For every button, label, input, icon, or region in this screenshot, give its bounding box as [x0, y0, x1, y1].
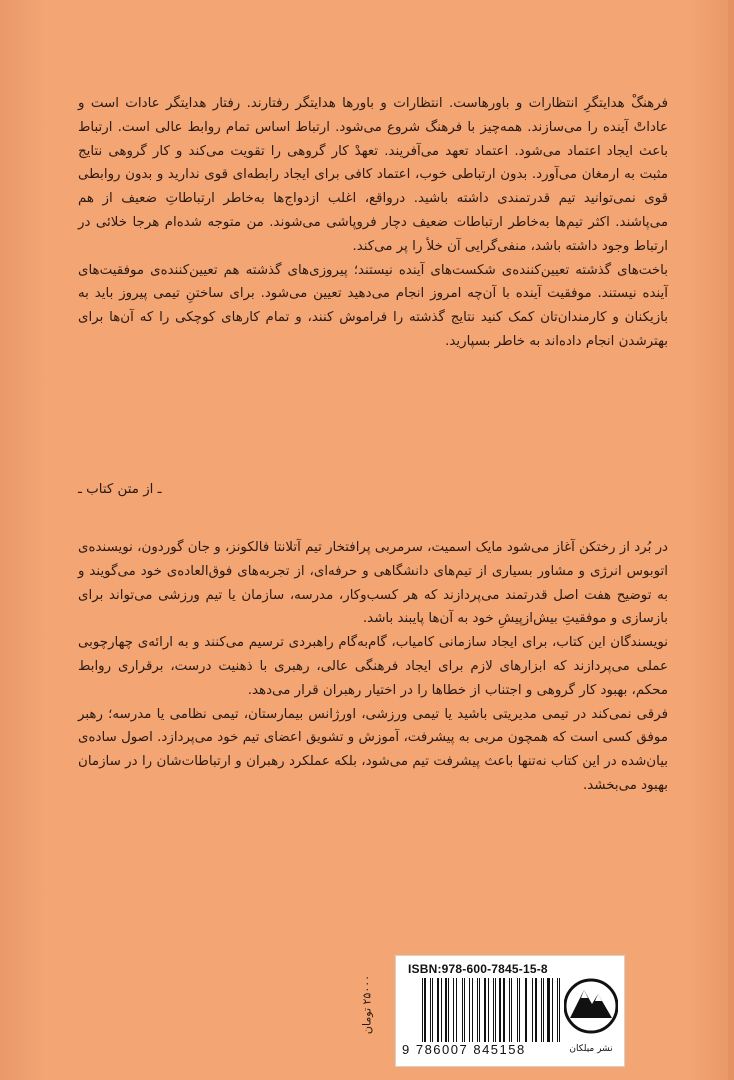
barcode-bar — [535, 978, 536, 1042]
barcode-bar — [509, 978, 510, 1042]
barcode-bar — [546, 978, 547, 1042]
barcode-bar — [541, 978, 542, 1042]
excerpt-paragraph-2: باخت‌های گذشته تعیین‌کننده‌ی شکست‌های آینده نیستند؛ پیروزی‌های گذشته هم تعیین‌کننده‌ی موفقیت‌های آینده نیستند. موفقیت آینده با آن‌چه امروز انجام می‌دهید تعیین می‌شود. برای ساختنِ تیمی پیروز باید به بازیکنان و کارمندان‌تان کمک کنید نتایج گذشته را فراموش کنند، و تمام کارهای کوچکی را که آن‌ها برای بهترشدن انجام داده‌اند به خاطر بسپارید. — [78, 262, 668, 349]
barcode-bar — [464, 978, 465, 1042]
publisher-name: نشر میلکان — [569, 1044, 613, 1054]
barcode-digits: 9 786007 845158 — [402, 1042, 526, 1057]
barcode-bar — [467, 978, 468, 1042]
barcode-bar — [547, 978, 549, 1042]
barcode-bar — [479, 978, 480, 1042]
barcode-bar — [462, 978, 463, 1042]
barcode-bar — [506, 978, 507, 1042]
barcode-bar — [420, 978, 421, 1042]
barcode-bar — [557, 978, 558, 1042]
barcode-bar — [514, 978, 515, 1042]
barcode-bar — [458, 978, 460, 1042]
barcode-bar — [443, 978, 444, 1042]
barcode-bar — [495, 978, 496, 1042]
barcode-bar — [490, 978, 491, 1042]
excerpt-source: ـ از متن کتاب ـ — [78, 482, 162, 497]
description-paragraph-3: فرقی نمی‌کند در تیمی مدیریتی باشید یا تیمی ورزشی، اورژانس بیمارستان، تیمی نظامی یا مدرسه؛ رهبر موفق کسی است که همچون مربی به پیشرفت، آموزش و تشویق اعضای تیم خود می‌پردازد. اصول ساده‌ی بیان‌شده در این کتاب نه‌تنها باعث پیشرفت تیم می‌شود، بلکه عملکرد رهبران و ارتباطات‌شان را در سازمان بهبود می‌بخشد. — [78, 706, 668, 793]
barcode-bar — [525, 978, 526, 1042]
barcode-bar — [437, 978, 439, 1042]
barcode-bar — [427, 978, 428, 1042]
description-paragraph-2: نویسندگان این کتاب، برای ایجاد سازمانی کامیاب، گام‌به‌گام راهبردی ترسیم می‌کنند و به ارائه‌ی چهارچوبی عملی می‌پردازند که ابزارهای لازم برای ایجاد فرهنگی عالی، رهبری با ذهنیت درست، برقراری روابط محکم، بهبود کار گروهی و اجتناب از خطاها را در اختیار رهبران قرار می‌دهد. — [78, 635, 668, 698]
barcode-bar — [451, 978, 452, 1042]
barcode-bar — [526, 978, 527, 1042]
description-block — [78, 536, 668, 798]
barcode-bar — [474, 978, 475, 1042]
barcode-image — [418, 978, 560, 1042]
price-text: ۲۵۰۰۰ تومان — [360, 974, 374, 1035]
barcode-bar — [559, 978, 560, 1042]
barcode-bar — [554, 978, 555, 1042]
barcode-bar — [543, 978, 544, 1042]
barcode-bar — [511, 978, 512, 1042]
barcode-bar — [445, 978, 446, 1042]
barcode-bar — [453, 978, 454, 1042]
barcode-bar — [424, 978, 425, 1042]
barcode-bar — [484, 978, 486, 1042]
barcode-bar — [435, 978, 436, 1042]
price-label — [352, 958, 382, 1068]
barcode-bar — [472, 978, 473, 1042]
description-paragraph-1: در بُرد از رختکن آغاز می‌شود مایک اسمیت، سرمربی پرافتخار تیم آتلانتا فالکونز، و جان گوردون، نویسنده‌ی اتوبوس انرژی و مشاور بسیاری از تیم‌های دانشگاهی و حرفه‌ای، از تجربه‌های فوق‌العاده‌ی خود می‌گویند و به توضیح هفت اصل قدرتمند می‌پردازند که هر کسب‌وکار، مدرسه، سازمان یا تیم ورزشی می‌تواند برای بازسازی و موفقیتِ بیش‌ازپیشِ خود به آن‌ها پایبند باشد. — [78, 540, 668, 627]
barcode-bar — [499, 978, 500, 1042]
excerpt-paragraph-1: فرهنگْ هدایتگرِ انتظارات و باورهاست. انتظارات و باورها هدایتگر رفتارند. رفتار هدایتگر عادات است و عاداتْ آینده را می‌سازند. همه‌چیز با فرهنگ شروع می‌شود. ارتباط اساس تمام روابط عالی است. ارتباط باعث ایجاد اعتماد می‌شود. اعتماد تعهد می‌آفریند. تعهدْ کار گروهی را تقویت می‌کند و کار گروهی نتایج مثبت به ارمغان می‌آورد. بدون ارتباطی خوب، اعتماد کافی برای ایجاد رابطه‌ای قوی ندارید و بدون روابطی قوی نمی‌توانید تیم قدرتمندی داشته باشید. درواقع، اغلب ازدواج‌ها به‌خاطر ارتباطاتِ ضعیف از هم می‌پاشند. اکثر تیم‌ها به‌خاطر ارتباطات ضعیف دچار فروپاشی می‌شوند. من متوجه شده‌ام هرجا خلائی در ارتباط وجود داشته باشد، منفی‌گرایی آن خلأ را پر می‌کند. — [78, 96, 668, 254]
barcode-bar — [521, 978, 522, 1042]
barcode-bar — [519, 978, 520, 1042]
barcode-bar — [488, 978, 489, 1042]
barcode-bar — [477, 978, 478, 1042]
barcode-bar — [469, 978, 470, 1042]
barcode-bar — [430, 978, 431, 1042]
barcode-bar — [498, 978, 499, 1042]
barcode-bar — [503, 978, 505, 1042]
barcode-bar — [441, 978, 442, 1042]
barcode-bar — [532, 978, 533, 1042]
excerpt-block — [78, 92, 668, 354]
barcode-bar — [432, 978, 433, 1042]
barcode-bar — [456, 978, 457, 1042]
barcode-bar — [517, 978, 518, 1042]
cover-edge-shade — [728, 0, 734, 1080]
barcode-bar — [448, 978, 449, 1042]
barcode-bar — [529, 978, 531, 1042]
isbn-label-box — [395, 955, 625, 1067]
barcode-bar — [538, 978, 539, 1042]
mountain-logo-icon — [564, 968, 618, 1044]
barcode-bar — [552, 978, 553, 1042]
isbn-text: ISBN:978-600-7845-15-8 — [408, 962, 548, 976]
publisher-logo — [564, 968, 618, 1060]
barcode-bar — [482, 978, 483, 1042]
barcode-bar — [493, 978, 494, 1042]
barcode-bar — [422, 978, 423, 1042]
